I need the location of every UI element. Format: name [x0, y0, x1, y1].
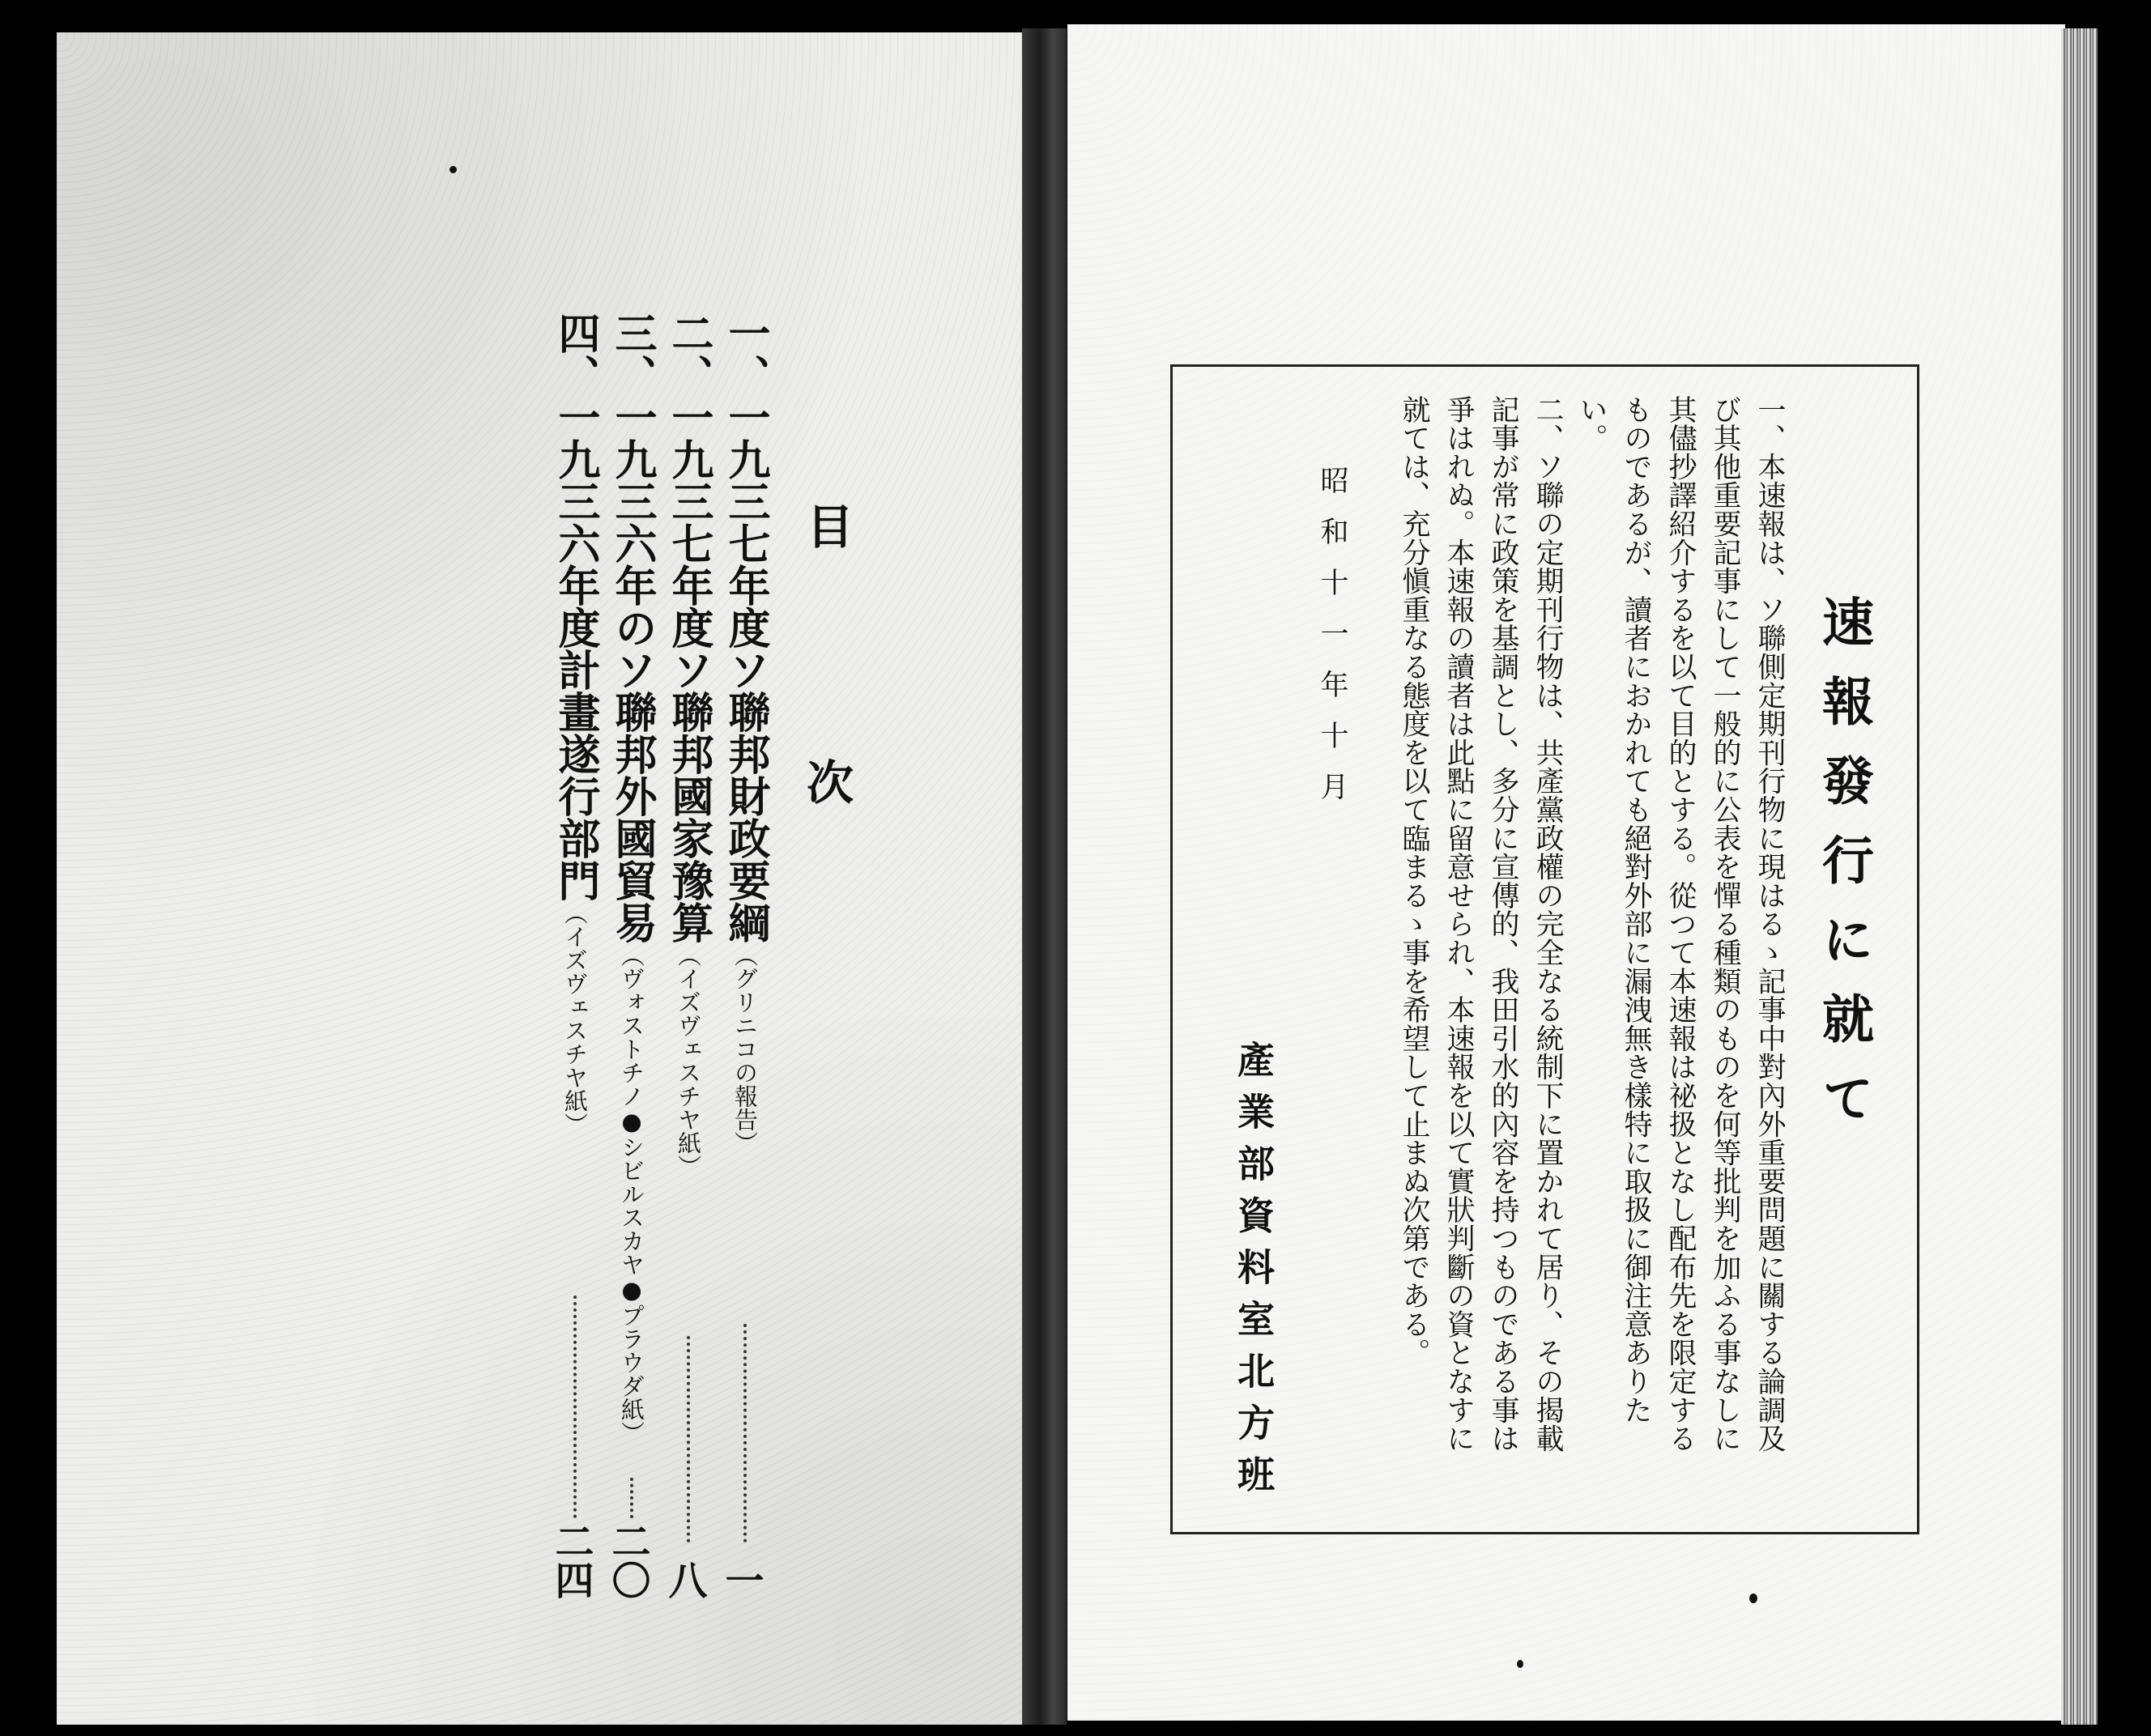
toc-leader	[743, 1324, 747, 1542]
toc-entry-1[interactable]	[718, 312, 770, 1599]
toc-entry-4[interactable]	[548, 312, 600, 1599]
page-edges	[2061, 28, 2098, 1725]
ink-speck	[1749, 1593, 1757, 1603]
toc-leader	[630, 1478, 633, 1518]
ink-speck	[449, 166, 457, 173]
toc-entry-note: （イズヴェスチヤ紙）	[675, 943, 702, 1178]
toc-entry-text	[664, 312, 713, 1178]
toc-entry-text	[551, 312, 599, 1136]
toc-leader	[573, 1296, 577, 1518]
toc-entry-title: 一、一九三七年度ソ聯邦財政要綱	[721, 312, 770, 943]
toc-entry-title: 三、一九三六年のソ聯邦外國貿易	[607, 312, 657, 943]
toc-entry-note: （イズヴェスチヤ紙）	[561, 901, 589, 1136]
toc-entry-note: （グリニコの報告）	[731, 943, 759, 1155]
toc-title: 目 次	[799, 502, 854, 886]
toc-entry-text	[607, 312, 656, 1445]
toc-entry-title: 四、一九三六年度計畫遂行部門	[551, 312, 600, 901]
left-page	[57, 32, 1033, 1725]
notice-organization: 產業部資料室北方班	[1232, 1040, 1276, 1507]
toc-page-number: 一	[718, 1560, 764, 1599]
toc-entry-title: 二、一九三七年度ソ聯邦國家豫算	[664, 312, 713, 943]
book-spine	[1022, 28, 1067, 1725]
toc-entry-text	[721, 312, 769, 1155]
toc-entry-note: （ヴォストチノ●シビルスカヤ●プラウダ紙）	[618, 943, 645, 1445]
notice-paragraph-2: 二、ソ聯の定期刊行物は、共產黨政權の完全なる統制下に置かれて居り、その揭載記事が常に政策を基調とし、多分に宣傳的、我田引水的內容を持つものである事は爭はれぬ。本速報の讀者は此點に留意せられ、本速報を以て實狀判斷の資となすに就ては、充分愼重なる態度を以て臨まるゝ事を希望して止まぬ次第である。	[1398, 395, 1564, 1453]
toc-entry-3[interactable]	[607, 312, 656, 1599]
notice-paragraph-1: 一、本速報は、ソ聯側定期刊行物に現はるゝ記事中對內外重要問題に關する論調及び其他重要記事にして一般的に公表を憚る種類のものを何等批判を加ふる事なしに其儘抄譯紹介するを以て目的とする。從つて本速報は祕扱となし配布先を限定するものであるが、讀者におかれても絕對外部に漏洩無き樣特に取扱に御注意ありたい。	[1575, 395, 1786, 1453]
ink-speck	[1517, 1660, 1523, 1668]
toc-leader	[687, 1336, 690, 1542]
toc-page-number: 二四	[548, 1521, 594, 1599]
notice-title: 速報發行に就て	[1813, 595, 1874, 1151]
toc-entry-2[interactable]	[664, 312, 713, 1599]
toc-page-number: 二〇	[605, 1521, 650, 1599]
notice-date: 昭和十一年十月	[1316, 466, 1348, 823]
toc-page-number: 八	[662, 1560, 707, 1599]
